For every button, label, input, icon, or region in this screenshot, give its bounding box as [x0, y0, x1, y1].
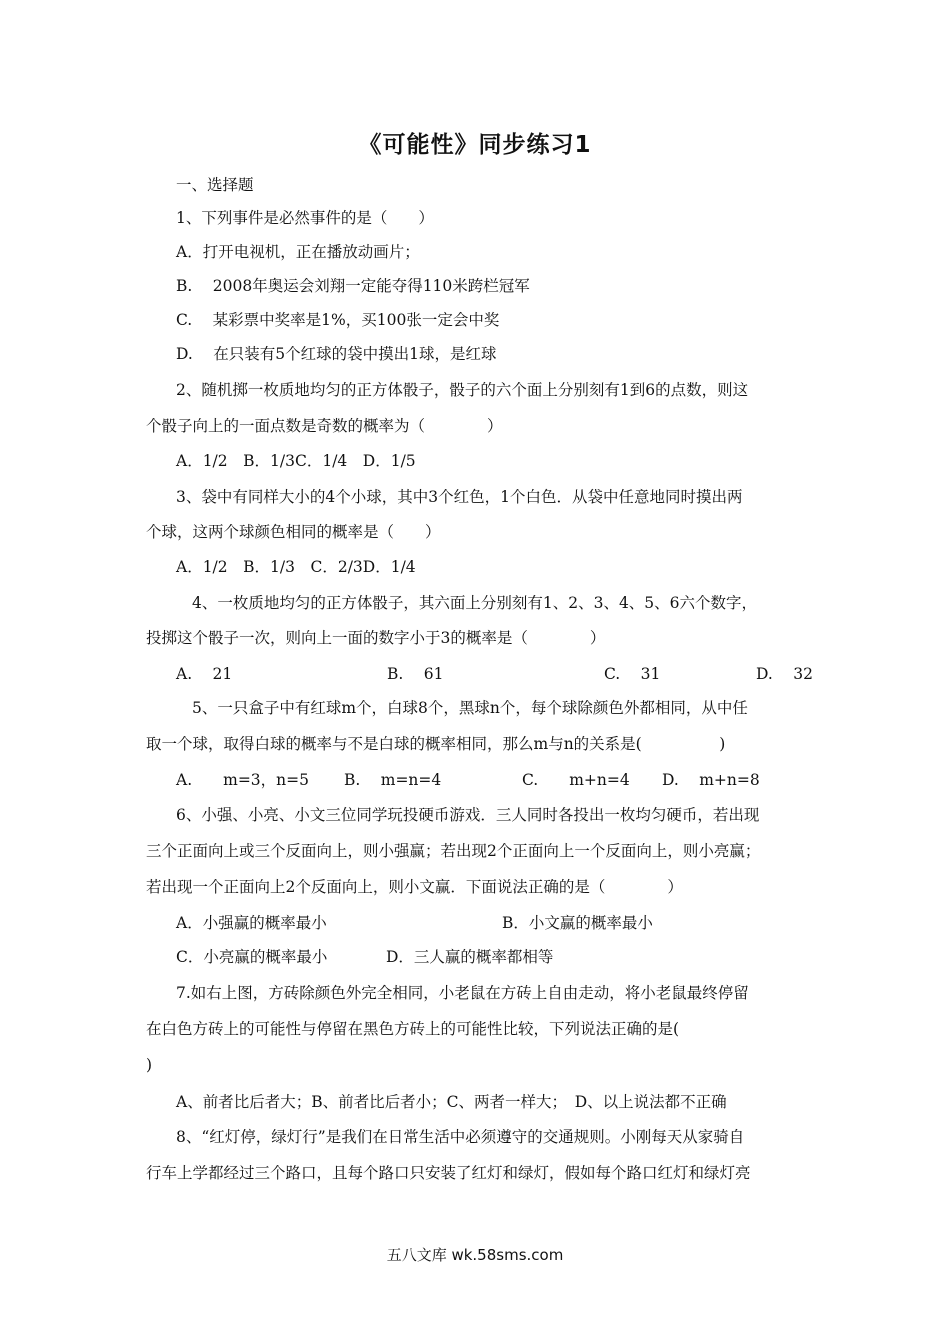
question-4-line-1: 4、一枚质地均匀的正方体骰子，其六面上分别刻有1、2、3、4、5、6六个数字， — [192, 594, 758, 612]
question-6-line-1: 6、小强、小亮、小文三位同学玩投硬币游戏．三人同时各投出一枚均匀硬币，若出现 — [176, 806, 760, 824]
question-4-line-2: 投掷这个骰子一次，则向上一面的数字小于3的概率是（ ） — [146, 629, 606, 647]
question-6-option-c: C．小亮赢的概率最小 — [176, 948, 328, 966]
question-1-option-b: B. 2008年奥运会刘翔一定能夺得110米跨栏冠军 — [176, 277, 530, 295]
question-6-line-2: 三个正面向上或三个反面向上，则小强赢；若出现2个正面向上一个反面向上，则小亮赢； — [146, 842, 761, 860]
question-5-line-2: 取一个球，取得白球的概率与不是白球的概率相同，那么m与n的关系是( ) — [146, 735, 726, 753]
page-footer: 五八文库 wk.58sms.com — [386, 1246, 564, 1264]
question-6-line-3: 若出现一个正面向上2个反面向上，则小文赢．下面说法正确的是（ ） — [146, 878, 683, 896]
question-4-option-d: D. 32 — [756, 665, 813, 683]
section-heading: 一、选择题 — [176, 176, 254, 194]
question-4-option-c: C. 31 — [604, 665, 661, 683]
question-6-option-a: A．小强赢的概率最小 — [176, 914, 327, 932]
question-5-option-d: D. m+n=8 — [662, 771, 760, 789]
question-6-option-d: D．三人赢的概率都相等 — [386, 948, 554, 966]
question-5-option-c: C. m+n=4 — [522, 771, 630, 789]
question-4-option-a: A. 21 — [176, 665, 233, 683]
question-7-line-3: ) — [146, 1056, 153, 1074]
question-7-options: A、前者比后者大；B、前者比后者小；C、两者一样大； D、以上说法都不正确 — [176, 1093, 727, 1111]
question-1-option-a: A．打开电视机，正在播放动画片； — [176, 243, 420, 261]
question-5-line-1: 5、一只盒子中有红球m个，白球8个，黑球n个，每个球除颜色外都相同，从中任 — [192, 699, 748, 717]
question-2-options: A．1/2 B．1/3C．1/4 D．1/5 — [176, 452, 416, 470]
question-3-options: A．1/2 B．1/3 C．2/3D．1/4 — [176, 558, 416, 576]
question-8-line-1: 8、“红灯停，绿灯行”是我们在日常生活中必须遵守的交通规则。小刚每天从家骑自 — [176, 1128, 745, 1146]
question-5-option-a: A. m=3，n=5 — [176, 771, 309, 789]
document-title: 《可能性》同步练习1 — [358, 132, 592, 158]
question-8-line-2: 行车上学都经过三个路口，且每个路口只安装了红灯和绿灯，假如每个路口红灯和绿灯亮 — [146, 1164, 751, 1182]
question-7-line-1: 7.如右上图，方砖除颜色外完全相同，小老鼠在方砖上自由走动，将小老鼠最终停留 — [176, 984, 749, 1002]
question-1-option-d: D. 在只装有5个红球的袋中摸出1球，是红球 — [176, 345, 497, 363]
question-1-stem: 1、下列事件是必然事件的是（ ） — [176, 209, 434, 227]
question-3-line-2: 个球，这两个球颜色相同的概率是（ ） — [146, 523, 441, 541]
question-3-line-1: 3、袋中有同样大小的4个小球，其中3个红色，1个白色．从袋中任意地同时摸出两 — [176, 488, 743, 506]
question-7-line-2: 在白色方砖上的可能性与停留在黑色方砖上的可能性比较，下列说法正确的是( — [146, 1020, 680, 1038]
question-4-option-b: B. 61 — [387, 665, 444, 683]
question-6-option-b: B．小文赢的概率最小 — [502, 914, 653, 932]
question-5-option-b: B. m=n=4 — [344, 771, 442, 789]
question-2-line-1: 2、随机掷一枚质地均匀的正方体骰子，骰子的六个面上分别刻有1到6的点数，则这 — [176, 381, 749, 399]
question-1-option-c: C. 某彩票中奖率是1%，买100张一定会中奖 — [176, 311, 500, 329]
question-2-line-2: 个骰子向上的一面点数是奇数的概率为（ ） — [146, 417, 503, 435]
